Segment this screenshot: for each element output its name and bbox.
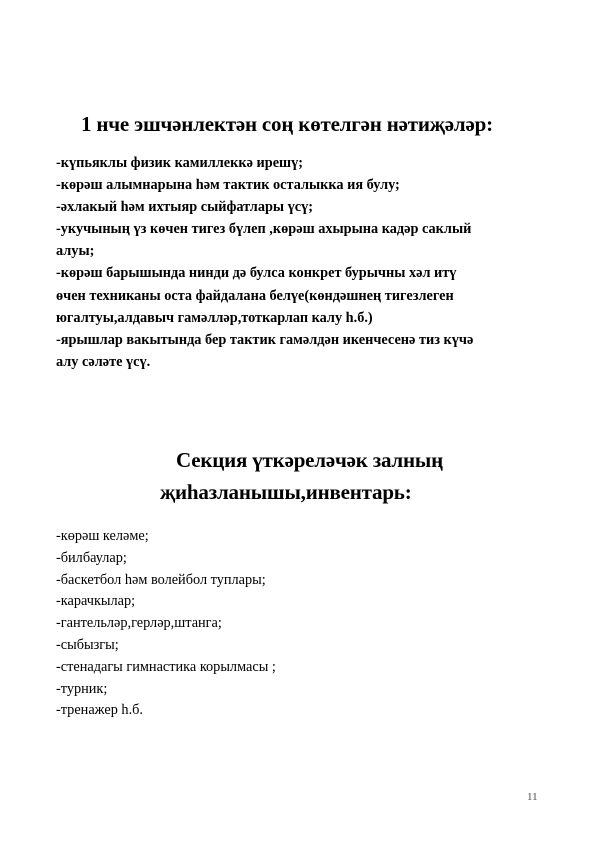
equipment-list [56, 526, 276, 722]
list-item: -күпьяклы физик камиллеккә ирешү; [56, 155, 304, 171]
list-item: алуы; [56, 243, 95, 260]
list-item: югалтуы,алдавыч гамәлләр,тоткарлап калу һ.б.) [56, 309, 373, 326]
list-item: -билбаулар; [56, 549, 127, 566]
list-item: -баскетбол һәм волейбол туплары; [56, 571, 266, 588]
list-item: -карачкылар; [56, 593, 136, 610]
page-number: 11 [527, 791, 538, 803]
list-item: -сыбызгы; [56, 636, 119, 653]
list-item: -көрәш келәме; [56, 528, 149, 544]
list-item: алу сәләте үсү. [56, 353, 151, 370]
list-item: -тренажер һ.б. [56, 702, 144, 719]
section-title-hall-equipment: Секция үткәреләчәк залның [176, 448, 444, 472]
list-item: -гантельләр,герләр,штанга; [56, 615, 222, 632]
list-item: өчен техниканы оста файдалана белүе(көндәшнең тигезлеген [56, 287, 454, 304]
list-item: -көрәш алымнарына һәм тактик осталыкка ия булу; [56, 177, 400, 194]
list-item: -укучының үз көчен тигез бүлеп ,көрәш ахырына кадәр саклый [56, 221, 472, 238]
list-item: -турник; [56, 680, 108, 697]
list-item: -стенадагы гимнастика корылмасы ; [56, 658, 276, 675]
section-title-hall-equipment-continued: җиһазланышы,инвентарь: [160, 480, 412, 504]
list-item: -ярышлар вакытында бер тактик гамәлдән икенчесенә тиз күчә [56, 331, 474, 348]
section-title-expected-results: 1 нче эшчәнлектән соң көтелгән нәтиҗәләр: [81, 112, 493, 136]
list-item: -көрәш барышында нинди дә булса конкрет бурычны хәл итү [56, 265, 457, 282]
list-item: -әхлакый һәм ихтыяр сыйфатлары үсү; [56, 199, 314, 216]
expected-results-list [56, 152, 473, 373]
